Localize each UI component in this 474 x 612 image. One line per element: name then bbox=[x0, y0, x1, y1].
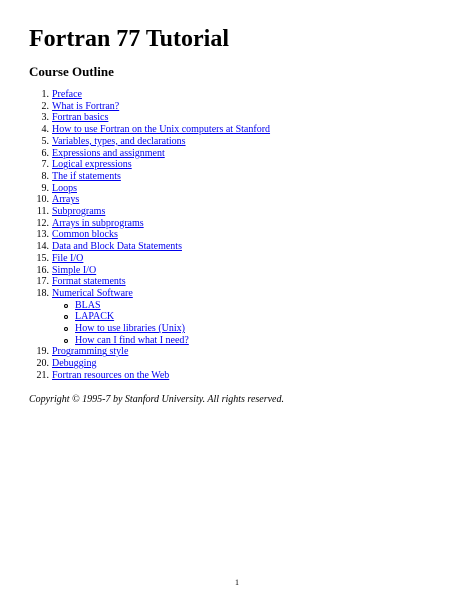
outline-item bbox=[0, 218, 270, 230]
item-number: 19. bbox=[36, 346, 49, 358]
outline-item bbox=[0, 183, 270, 195]
outline-link-arrays-in-subprograms[interactable]: Arrays in subprograms bbox=[52, 217, 144, 229]
circle-bullet-icon bbox=[64, 304, 68, 308]
outline-item bbox=[0, 370, 270, 382]
item-number: 7. bbox=[41, 159, 49, 171]
outline-link-subprograms[interactable]: Subprograms bbox=[52, 206, 106, 218]
item-number: 6. bbox=[41, 147, 49, 159]
copyright-notice: Copyright © 1995-7 by Stanford University. All rights reserved. bbox=[29, 394, 284, 405]
sub-list-item bbox=[52, 311, 270, 323]
item-number: 1. bbox=[41, 89, 49, 100]
outline-item bbox=[0, 265, 270, 277]
outline-link-programming-style[interactable]: Programming style bbox=[52, 346, 129, 358]
outline-item bbox=[0, 159, 270, 171]
outline-item bbox=[0, 148, 270, 160]
item-number: 18. bbox=[36, 287, 49, 299]
page-title: Fortran 77 Tutorial bbox=[29, 26, 230, 52]
sub-link-find-what-i-need[interactable]: How can I find what I need? bbox=[75, 334, 189, 346]
item-number: 10. bbox=[36, 194, 49, 206]
outline-item bbox=[0, 358, 270, 370]
outline-link-web-resources[interactable]: Fortran resources on the Web bbox=[52, 369, 170, 381]
numerical-software-sublist bbox=[52, 300, 270, 347]
item-number: 20. bbox=[36, 358, 49, 370]
outline-item bbox=[0, 241, 270, 253]
outline-item bbox=[0, 276, 270, 288]
item-number: 14. bbox=[36, 241, 49, 253]
outline-link-variables[interactable]: Variables, types, and declarations bbox=[52, 135, 186, 147]
outline-link-expressions[interactable]: Expressions and assignment bbox=[52, 147, 165, 159]
sub-link-use-libraries[interactable]: How to use libraries (Unix) bbox=[75, 323, 185, 335]
course-outline-list bbox=[0, 89, 270, 382]
outline-link-if-statements[interactable]: The if statements bbox=[52, 170, 121, 182]
circle-bullet-icon bbox=[64, 315, 68, 319]
item-number: 2. bbox=[41, 100, 49, 112]
outline-item bbox=[0, 229, 270, 241]
outline-item bbox=[0, 194, 270, 206]
outline-link-arrays[interactable]: Arrays bbox=[52, 194, 80, 206]
item-number: 13. bbox=[36, 229, 49, 241]
outline-link-format-statements[interactable]: Format statements bbox=[52, 276, 126, 288]
outline-item bbox=[0, 171, 270, 183]
outline-item bbox=[0, 112, 270, 124]
outline-item bbox=[0, 124, 270, 136]
item-number: 21. bbox=[36, 369, 49, 381]
outline-item bbox=[0, 288, 270, 347]
outline-link-data-block-statements[interactable]: Data and Block Data Statements bbox=[52, 241, 182, 253]
item-number: 3. bbox=[41, 112, 49, 124]
outline-link-simple-io[interactable]: Simple I/O bbox=[52, 264, 97, 276]
outline-link-logical-expressions[interactable]: Logical expressions bbox=[52, 159, 132, 171]
outline-link-numerical-software[interactable]: Numerical Software bbox=[52, 287, 133, 299]
outline-item bbox=[0, 253, 270, 265]
outline-link-debugging[interactable]: Debugging bbox=[52, 358, 97, 370]
outline-item bbox=[0, 346, 270, 358]
sub-link-blas[interactable]: BLAS bbox=[75, 299, 101, 311]
outline-link-unix-stanford[interactable]: How to use Fortran on the Unix computers at Stanford bbox=[52, 124, 271, 136]
item-number: 15. bbox=[36, 252, 49, 264]
circle-bullet-icon bbox=[64, 339, 68, 343]
outline-link-what-is-fortran[interactable]: What is Fortran? bbox=[52, 100, 120, 112]
item-number: 17. bbox=[36, 276, 49, 288]
sub-list-item bbox=[52, 335, 270, 347]
item-number: 4. bbox=[41, 124, 49, 136]
outline-link-preface[interactable]: Preface bbox=[52, 89, 82, 100]
outline-link-loops[interactable]: Loops bbox=[52, 182, 77, 194]
item-number: 11. bbox=[36, 206, 49, 218]
outline-item bbox=[0, 101, 270, 113]
item-number: 8. bbox=[41, 170, 49, 182]
outline-link-file-io[interactable]: File I/O bbox=[52, 252, 84, 264]
outline-link-fortran-basics[interactable]: Fortran basics bbox=[52, 112, 109, 124]
circle-bullet-icon bbox=[64, 327, 68, 331]
sub-list-item bbox=[52, 323, 270, 335]
outline-item bbox=[0, 206, 270, 218]
item-number: 16. bbox=[36, 264, 49, 276]
outline-link-common-blocks[interactable]: Common blocks bbox=[52, 229, 118, 241]
outline-item bbox=[0, 136, 270, 148]
page-number: 1 bbox=[235, 578, 239, 587]
item-number: 9. bbox=[41, 182, 49, 194]
item-number: 12. bbox=[36, 217, 49, 229]
sub-list-item bbox=[52, 300, 270, 312]
sub-link-lapack[interactable]: LAPACK bbox=[75, 311, 115, 323]
outline-item bbox=[0, 89, 270, 101]
item-number: 5. bbox=[41, 135, 49, 147]
section-heading: Course Outline bbox=[29, 64, 114, 79]
